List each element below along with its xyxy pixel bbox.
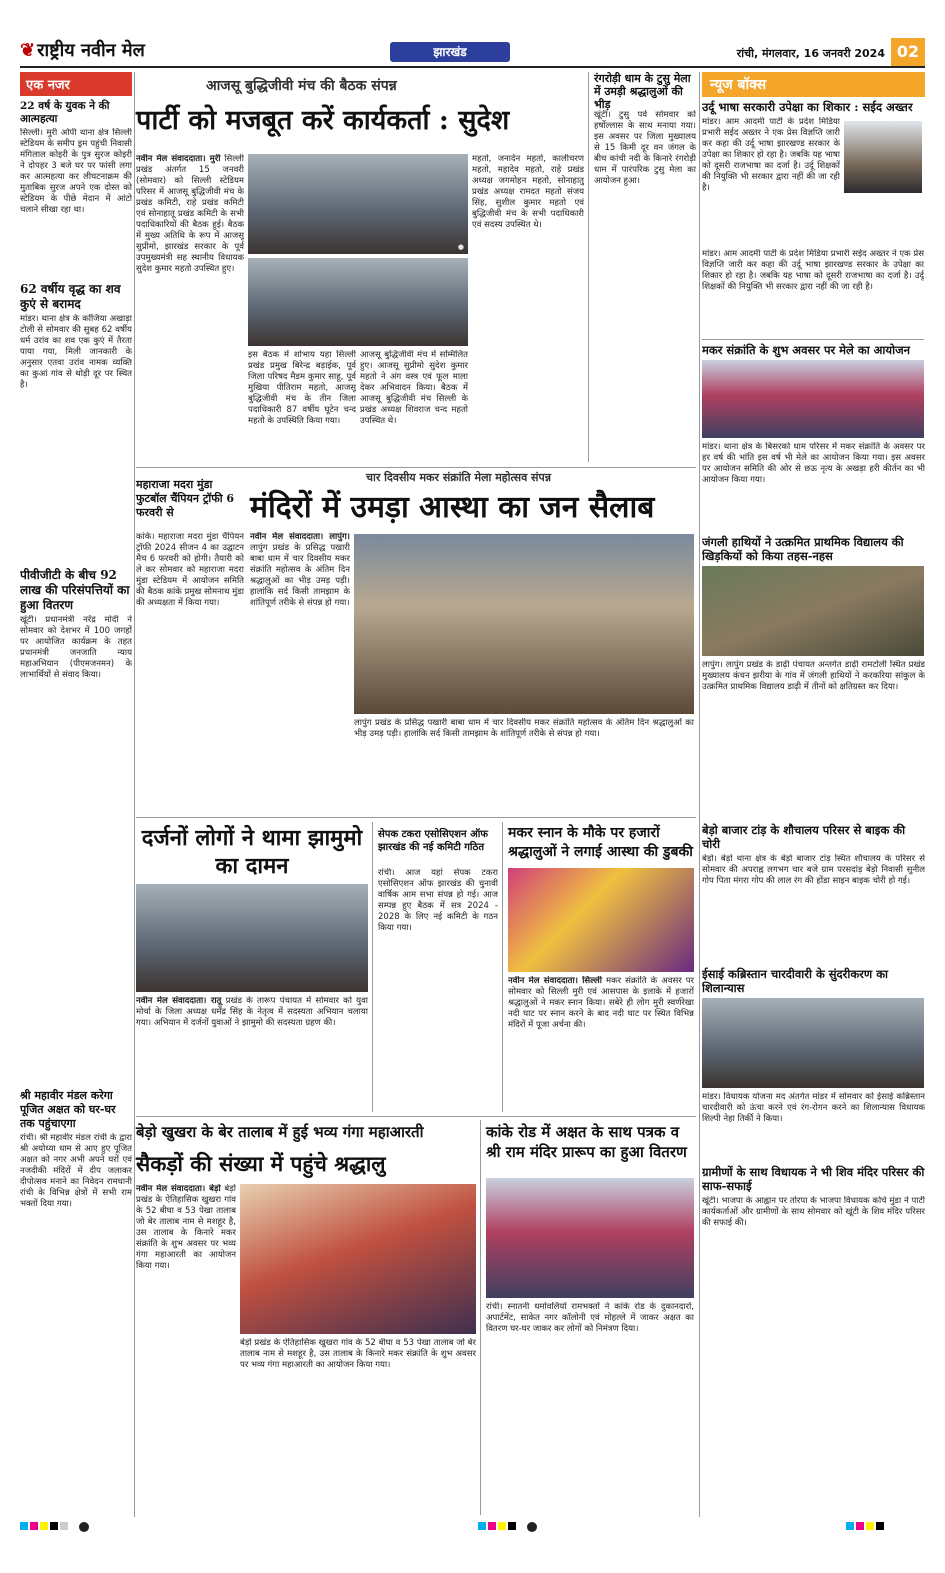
- sepak-title: सेपक टकरा एसोसिएशन ऑफ झारखंड की नई कमिटी गठित: [378, 829, 489, 853]
- story-text: मकर संक्रांति के अवसर पर सोमवार को सिल्ली मुरी एवं आसपास के इलाके में हजारों श्रद्धालुओं ने मकर स्नान किया। सबेरे ही लोग मुरी स्वर्णरेखा नदी घाट पर स्नान करने के बाद नदी घाट पर स्थित विभिन्न मंदिरों में पूजा अर्चना की।: [508, 976, 694, 1030]
- story-text: बेड़ो प्रखंड के ऐतिहासिक खुखरा गांव के 52 बीघा व 53 पेखा तालाब जो बेर तालाब नाम से मशहूर है, उस तालाब के किनारे मकर संक्रांति के शुभ अवसर पर भव्य गंगा महाआरती का आयोजन किया गया।: [136, 1184, 236, 1271]
- story-text: लापुंग प्रखंड के प्रसिद्ध पखारी बाबा धाम में चार दिवसीय मकर संक्रांति महोत्सव के अंतिम दिन श्रद्धालुओं का भीड़ उमड़ पड़ी। हालांकि सर्द किसी तामझाम के शांतिपूर्ण तरीके से संपन्न हो गया।: [354, 718, 694, 739]
- brief-title: श्री महावीर मंडल करेगा पूजित अक्षत को घर-घर तक पहुंचाएगा: [20, 1089, 116, 1130]
- ganga-aarti-subhead: सैकड़ों की संख्या में पहुंचे श्रद्धालु: [136, 1151, 386, 1176]
- makar-snan-photo: [508, 868, 694, 972]
- makar-mela-title: मकर संक्रांति के शुभ अवसर पर मेले का आयोजन: [702, 343, 910, 357]
- sepak-text: रांची। आज यहां सेपक टकरा एसोसिएशन ऑफ झारखंड की चुनावी वार्षिक आम सभा संपन्न हो गई। आज सम्पन्न हुए बैठक में सत्र 2024 - 2028 के लिए नई कमिटी के गठन किया गया।: [378, 868, 498, 933]
- left-column: [20, 72, 132, 1512]
- brief-title: 22 वर्ष के युवक ने की आत्महत्या: [20, 100, 110, 125]
- news-box-head: न्यूज बॉक्स: [702, 72, 925, 97]
- football-text: कांके। महाराजा मदरा मुंडा चैंपियन ट्रॉफी 2024 सीजन 4 का उद्घाटन मैच 6 फरवरी को होगी। तैयारी को ले कर सोमवार को महाराजा मदरा मुंडा स्टेडियम में आयोजन समिति की बैठक कांके प्रमुख सोमनाथ मुंडा की अध्यक्षता में किया गया।: [136, 532, 244, 608]
- dateline: रांची, मंगलवार, 16 जनवरी 2024: [736, 47, 885, 60]
- masthead-bar: [20, 38, 925, 68]
- brief-text: रांची। श्री महावीर मंडल रांची के द्वारा श्री अयोध्या धाम से आए हुए पूजित अक्षत को नगर अभी अपने घरों एवं नजदीकी मंदिरों में दीप जलाकर दीपोत्सव मनाने का निवेदन रामधानी रांची के विभिन्न क्षेत्रों में सभी राम भक्तों दिया गया।: [20, 1133, 132, 1209]
- top-story-body: [136, 154, 244, 454]
- byline: नवीन मेल संवाददाता। लापुंग।: [250, 532, 350, 542]
- right-column: [702, 72, 925, 1512]
- meeting-photo-1: ●: [248, 154, 468, 254]
- portrait-photo: [844, 121, 922, 193]
- dusu-headline: रंगरोड़ी धाम के टुसु मेला में उमड़ी श्रद्धालुओं की भीड़: [594, 72, 691, 111]
- kabristan-photo: [702, 998, 924, 1088]
- story-text: प्रखंड के तारूप पंचायत में सोमवार को युवा मोर्चा के जिला अध्यक्ष धर्मेंद्र सिंह के नेतृत्व में सदस्यता अभियान चलाया गया। अभियान में दर्जनों युवाओं ने झामुमो की सदस्यता ग्रहण की।: [136, 996, 368, 1028]
- byline: नवीन मेल संवाददाता। सिल्ली: [508, 976, 602, 986]
- kabristan-title: ईसाई कब्रिस्तान चारदीवारी के सुंदरीकरण का शिलान्यास: [702, 967, 889, 995]
- ganga-aarti-headline: बेड़ो खुखरा के बेर तालाब में हुई भव्य गंगा महाआरती: [136, 1123, 424, 1141]
- story-text: बेड़ो प्रखंड के ऐतिहासिक खुखरा गांव के 52 बीघा व 53 पेखा तालाब जो बेर तालाब नाम से मशहूर है, उस तालाब के किनारे मकर संक्रांति के शुभ अवसर पर भव्य गंगा महाआरती का आयोजन किया गया।: [240, 1338, 476, 1370]
- ek-nazar-head: एक नजर: [20, 72, 132, 96]
- story-text: लापुंग प्रखंड के प्रसिद्ध पखारी बाबा धाम में चार दिवसीय मकर संक्रांति महोत्सव के अंतिम दिन श्रद्धालुओं का भीड़ उमड़ पड़ी। हालांकि सर्द किसी तामझाम के शांतिपूर्ण तरीके से संपन्न हो गया।: [250, 543, 350, 608]
- brief-text: सिल्ली। मुरी ओपी थाना क्षेत्र सिल्ली स्टेडियम के समीप ड्रम पहुंची निवासी मंगिलाल कोइरी के पुत्र सुरज कोइरी ने दोपहर 3 बजे घर पर फांसी लगा कर आत्महत्या कर लीघटनाक्रम की मुताबिक सुरज अपने एक दोस्त को स्टेडियम के पीछे मेदान में आंटो चलाने सीखा रहा था।: [20, 128, 132, 215]
- urdu-title: उर्दू भाषा सरकारी उपेक्षा का शिकार : सईद अख्तर: [702, 100, 913, 114]
- story-text: महतो, जनार्दन महतो, कालीचरण महतो, महादेव महतो, राहे प्रखंड अध्यक्ष जगमोहन महतो, सोनाहातु प्रखंड अध्यक्ष रामदत महतो संजय सिंह, सुशील कुमार महतो एवं बुद्धिजीवी मंच के सभी पदाधिकारी एवं सदस्य उपस्थित थे।: [472, 154, 584, 230]
- urdu-text: मांडर। आम आदमी पार्टी के प्रदेश मिडिया प्रभारी सईद अख्तर ने एक प्रेस विज्ञप्ति जारी कर कहा की उर्दू भाषा झारखण्ड सरकार के उपेक्षा का शिकार हो रहा है। जबकि यह भाषा को दूसरी राजभाषा का दर्जा है। उर्दू शिक्षकों की नियुक्ति भी सरकार द्वारा नहीं की जा रही है।: [702, 249, 924, 292]
- print-registration-bar: [20, 1522, 925, 1532]
- dusu-text: खूंटी। टुसु पर्व सोमवार को हर्षोल्लास के साथ मनाया गया। इस अवसर पर जिला मुख्यालय से 15 किमी दूर वन जंगल के बीच कांची नदी के किनारे रंगरोड़ी धाम में पारंपरिक टुसु मेला का आयोजन हुआ।: [594, 110, 696, 186]
- ganga-aarti-photo: [240, 1184, 476, 1334]
- elephants-text: लापुंग। लापुंग प्रखंड के डाढ़ी पंचायत अन्तर्गत डाढ़ी रामटोली स्थित प्रखंड मुख्यालय कंचन झरीया के गांव में जंगली हाथियों ने करकरिया सांकुल के उत्क्रमित प्राथमिक विद्यालय डाढ़ी में तीनों को क्षतिग्रस्त कर दिया।: [702, 660, 925, 692]
- bhajan-text: खूंटी। भाजपा के आह्वान पर तोरपा के भाजपा विधायक कोचे मुंडा ने पार्टी कार्यकर्ताओं और ग्रामीणों के साथ सोमवार को खूंटी के शिव मंदिर परिसर की सफाई की।: [702, 1196, 925, 1228]
- section-label: झारखंड: [390, 42, 510, 62]
- bike-text: बेड़ो। बेड़ो थाना क्षेत्र के बेड़ो बाजार टांड़ स्थित शौचालय के परिसर से सोमवार की अपराह्न लगभग चार बजे ग्राम परसदांड़ बेड़ो निवासी सुनील गोप पिता मंगरा गोप की लाल रंग की होंडा साइन बाइक चोरी हो गई।: [702, 854, 925, 886]
- football-title: महाराजा मदरा मुंडा फुटबॉल चैंपियन ट्रॉफी 6 फरवरी से: [136, 478, 235, 519]
- story-text: सिल्ली प्रखंड अंतर्गत 15 जनवरी (सोमवार) को सिल्ली स्टेडियम परिसर में आजसू बुद्धिजीवी मंच के प्रखंड कमिटी, राहे प्रखंड कमिटी एवं सोनाहातू प्रखंड कमिटी के सभी पदाधिकारियों की बैठक हुई। बैठक में मुख्य अतिथि के रूप में आजसू सुप्रीमो, झारखंड सरकार के पूर्व उपमुख्यमंत्री सह स्थानीय विधायक सुदेश कुमार महतो उपस्थित हुए।: [136, 154, 244, 274]
- jmm-group-photo: [136, 884, 368, 992]
- page-number: 02: [891, 38, 925, 66]
- elephants-title: जंगली हाथियों ने उत्क्रमित प्राथमिक विद्यालय की खिड़कियों को किया तहस-नहस: [702, 535, 904, 563]
- registration-mark-icon: [79, 1522, 89, 1532]
- meeting-photo-2: [248, 258, 468, 346]
- top-story-kicker: आजसू बुद्धिजीवी मंच की बैठक संपन्न: [206, 78, 397, 94]
- mela-body: [250, 532, 350, 812]
- story-text: आजसू बुद्धिजीवी मंच में सम्मिलित हुए। आजसू सुप्रीमो सुदेश कुमार महतो ने अंग वस्त्र एवं फूल माला देकर अभिवादन किया। बैठक में आजसू बुद्धिजीवी मंच सिल्ली के प्रखंड अध्यक्ष शिवराज चन्द महतो उपस्थित थे।: [360, 350, 468, 426]
- brief-text: खूंटी। प्रधानमंत्री नरेंद्र मोदी ने सोमवार को देशभर में 100 जगहों पर आयोजित कार्यक्रम के तहत प्रधानमंत्री जनजाति न्याय महाअभियान (पीएमजनमन) के लाभार्थियों से संवाद किया।: [20, 615, 132, 680]
- akshat-text: रांची। स्नातनी धर्मावलियों रामभक्तों ने कांके रोड के दुकानदारों, अपार्टमेंट, साकेत नगर कॉलोनी एवं मोहल्ले में जाकर अक्षत का वितरण घर-घर जाकर कर लोगों को निमंत्रण दिया।: [486, 1302, 694, 1334]
- brief-title: पीवीजीटी के बीच 92 लाख की परिसंपत्तियों का हुआ वितरण: [20, 568, 130, 612]
- makar-mela-text: मांडर। थाना क्षेत्र के बिसरको धाम परिसर में मकर संक्रांति के अवसर पर हर वर्ष की भांति इस वर्ष भी मेले का आयोजन किया गया। इस अवसर पर आयोजन समिति की ओर से छऊ नृत्य के अखड़ा हरी कीर्तन का भी आयोजन किया गया।: [702, 442, 925, 485]
- masthead-name: राष्ट्रीय नवीन मेल: [37, 40, 145, 61]
- temple-crowd-photo: [354, 534, 694, 714]
- school-damage-photo: [702, 566, 924, 656]
- top-story-headline: पार्टी को मजबूत करें कार्यकर्ता : सुदेश: [136, 105, 510, 136]
- masthead-title: [20, 38, 145, 62]
- makar-snan-body: [508, 976, 694, 1106]
- kabristan-text: मांडर। विधायक योजना मद अंतर्गत मांडर में सोमवार को ईसाई कब्रिस्तान चारदीवारी को ऊंचा करने एवं रंग-रोगन करने का शिलान्यास विधायक शिल्पी नेहा तिर्की ने किया।: [702, 1092, 925, 1124]
- brief-text: मांडर। थाना क्षेत्र के कोंजिया अखाड़ा टोली से सोमवार की सुबह 62 वर्षीय धर्म उरांव का शव एक कुएं में तैरता पाया गया, मिली जानकारी के अनुसार एतवा उरांव नामक व्यक्ति का कुआं गांव से थोड़ी दूर पर स्थित है।: [20, 314, 132, 390]
- makar-mela-photo: [702, 360, 924, 438]
- jmm-body: [136, 996, 368, 1104]
- mela-kicker: चार दिवसीय मकर संक्रांति मेला महोत्सव संपन्न: [366, 471, 551, 484]
- bhajan-title: ग्रामीणों के साथ विधायक ने भी शिव मंदिर परिसर की साफ-सफाई: [702, 1165, 925, 1193]
- jmm-headline: दर्जनों लोगों ने थामा झामुमो का दामन: [141, 825, 363, 879]
- bird-logo-icon: ❦: [20, 40, 36, 61]
- byline: नवीन मेल संवाददाता। बेड़ो: [136, 1184, 221, 1194]
- main-column: [136, 72, 696, 1512]
- byline: नवीन मेल संवाददाता। मुरी: [136, 154, 221, 164]
- akshat-photo: [486, 1178, 694, 1298]
- story-text: इस बैठक में शोभाय यहा सिल्ली प्रखंड प्रमुख बिरेन्द्र बड़ाईक, पूर्व जिला परिषद मैडम कुमार साहू, पूर्व मुखिया पीतिराम महतो, आजसू बुद्धिजीवी मंच के तीन जिला पदाधिकारी 87 वर्षीय घूटेन चन्द महतो के उपस्थिति किया गया।: [248, 350, 356, 426]
- brief-title: 62 वर्षीय वृद्ध का शव कुएं से बरामद: [20, 282, 121, 311]
- ganga-aarti-body: [136, 1184, 236, 1514]
- urdu-text: मांडर। आम आदमी पार्टी के प्रदेश मिडिया प्रभारी सईद अख्तर ने एक प्रेस विज्ञप्ति जारी कर कहा की उर्दू भाषा झारखण्ड सरकार के उपेक्षा का शिकार हो रहा है। जबकि यह भाषा को दूसरी राजभाषा का दर्जा है। उर्दू शिक्षकों की नियुक्ति भी सरकार द्वारा नहीं की जा रही है।: [702, 117, 840, 193]
- makar-snan-headline: मकर स्नान के मौके पर हजारों श्रद्धालुओं ने लगाई आस्था की डुबकी: [508, 825, 693, 860]
- registration-mark-icon: [527, 1522, 537, 1532]
- akshat-headline: कांके रोड में अक्षत के साथ पत्रक व श्री राम मंदिर प्रारूप का हुआ वितरण: [486, 1123, 687, 1161]
- byline: नवीन मेल संवाददाता। रातू: [136, 996, 222, 1006]
- mela-headline: मंदिरों में उमड़ा आस्था का जन सैलाब: [250, 490, 655, 525]
- bike-title: बेड़ो बाजार टांड़ के शौचालय परिसर से बाइक की चोरी: [702, 823, 906, 851]
